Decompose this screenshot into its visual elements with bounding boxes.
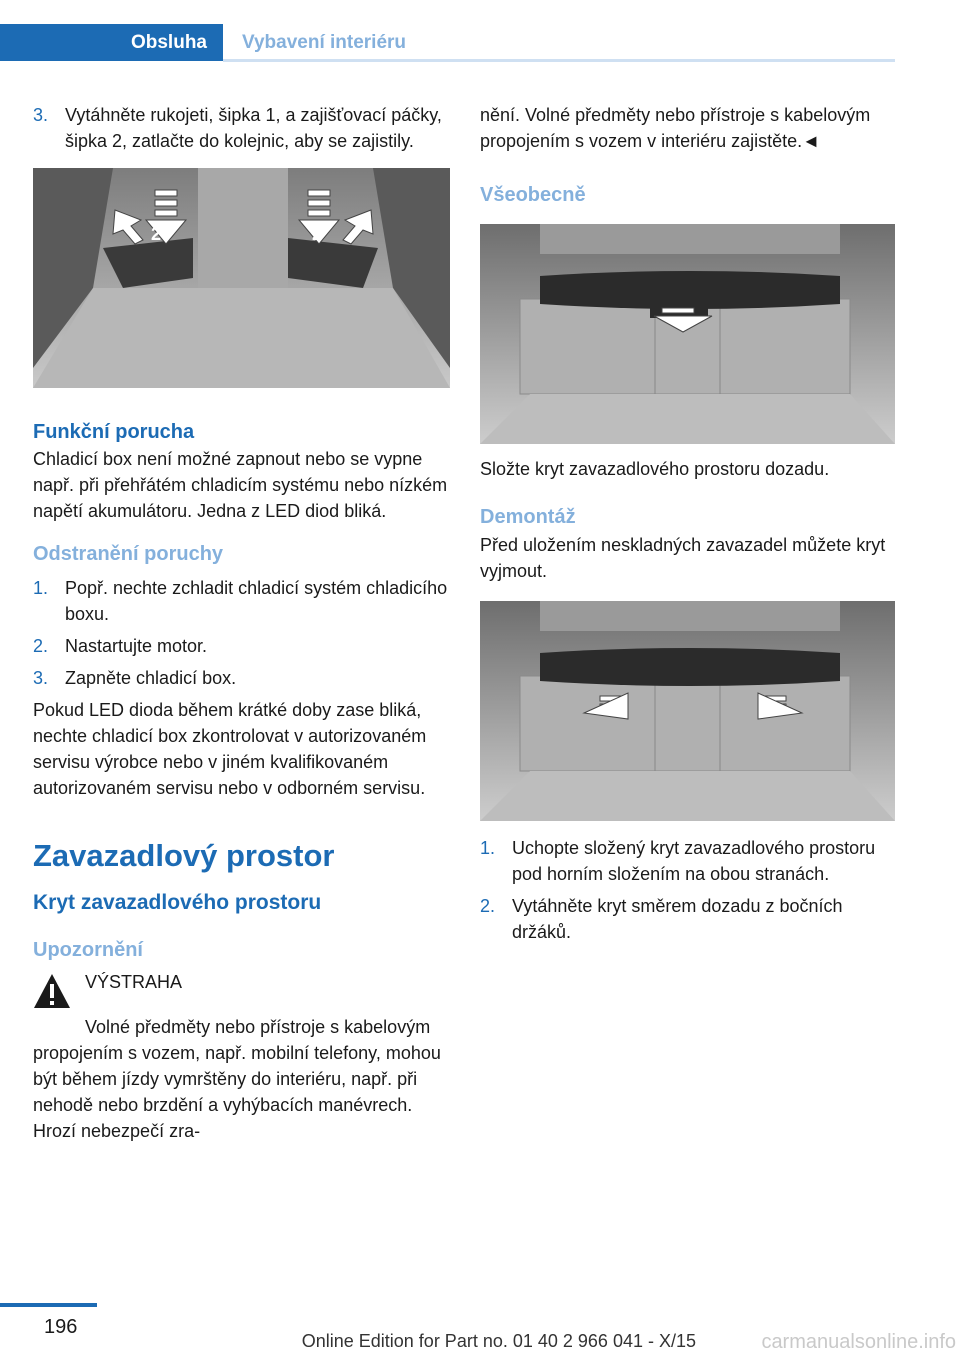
right-column — [480, 102, 895, 951]
list-item — [480, 835, 895, 887]
figure-cover-remove — [480, 601, 895, 821]
heading-cover: Kryt zavazadlového prostoru — [33, 891, 322, 914]
edition-text: Online Edition for Part no. 01 40 2 966 041 - X/15 — [301, 1331, 696, 1351]
footer-rule — [0, 1303, 97, 1307]
list-text: Uchopte složený kryt zavazadlového prostoru pod horním složením na obou stranách. — [512, 838, 876, 884]
tab-underline — [223, 59, 895, 62]
list-number: 2. — [480, 896, 496, 916]
warning-block — [33, 969, 450, 1009]
list-number: 3. — [33, 105, 49, 125]
heading-remove: Demontáž — [480, 506, 576, 528]
paragraph-led: Pokud LED dioda během krátké doby zase bliká, nechte chladicí box zkontrolovat v autorizovaném servisu výrobce nebo v jiném kvalifikovaném autorizovaném servisu nebo v odborném servisu. — [33, 700, 427, 798]
paragraph-fault: Chladicí box není možné zapnout nebo se vypne např. při přehřátém chladicím systému nebo nízkém napětí akumulátoru. Jedna z LED diod bliká. — [33, 449, 448, 521]
warning-title: VÝSTRAHA — [85, 972, 183, 992]
fig1-label: 2 — [312, 224, 323, 244]
heading-general: Všeobecně — [480, 184, 586, 206]
list-text: Nastartujte motor. — [65, 636, 208, 656]
list-item — [33, 575, 450, 627]
heading-notice: Upozornění — [33, 939, 143, 961]
list-text: Popř. nechte zchladit chladicí systém chladicího boxu. — [65, 578, 448, 624]
list-number: 1. — [33, 578, 49, 598]
warning-text: Volné předměty nebo přístroje s kabelovým propojením s vozem, např. mobilní telefony, mohou být během jízdy vymrštěny do interiéru, např. při nehodě nebo brzdění a vyhýbacích manévrech. Hrozí nebezpečí zra- — [33, 1017, 441, 1141]
list-number: 1. — [480, 838, 496, 858]
warning-icon — [33, 973, 71, 1009]
figure-cover-folded — [480, 224, 895, 444]
figure-cargo-rails — [33, 168, 450, 388]
list-item — [33, 102, 450, 154]
tab-obsluha[interactable]: Obsluha — [0, 24, 223, 61]
paragraph-remove: Před uložením neskladných zavazadel můžete kryt vyjmout. — [480, 535, 886, 581]
heading-remedy: Odstranění poruchy — [33, 543, 224, 565]
heading-fault: Funkční porucha — [33, 421, 195, 443]
paragraph-fold: Složte kryt zavazadlového prostoru dozadu. — [480, 459, 830, 479]
fig1-label: 2 — [151, 224, 162, 244]
list-text: Vytáhněte kryt směrem dozadu z bočních držáků. — [512, 896, 843, 942]
page-number: 196 — [44, 1316, 78, 1338]
list-text: Zapněte chladicí box. — [65, 668, 237, 688]
watermark-text: carmanualsonline.info — [761, 1331, 956, 1353]
heading-luggage: Zavazadlový prostor — [33, 838, 335, 873]
list-item — [33, 633, 450, 659]
left-column — [33, 102, 450, 1144]
list-number: 3. — [33, 668, 49, 688]
list-number: 2. — [33, 636, 49, 656]
remove-steps-list — [480, 835, 895, 945]
list-item — [33, 665, 450, 691]
tab-vybaveni-interieru[interactable]: Vybavení interiéru — [242, 31, 407, 53]
list-text: Vytáhněte rukojeti, šipka 1, a zajišťovací páčky, šipka 2, zatlačte do kolejnic, aby se zajistily. — [65, 105, 442, 151]
paragraph-continued: nění. Volné předměty nebo přístroje s kabelovým propojením s vozem v interiéru zajistěte.◄ — [480, 105, 871, 151]
header-tabs — [0, 0, 895, 63]
list-item — [480, 893, 895, 945]
